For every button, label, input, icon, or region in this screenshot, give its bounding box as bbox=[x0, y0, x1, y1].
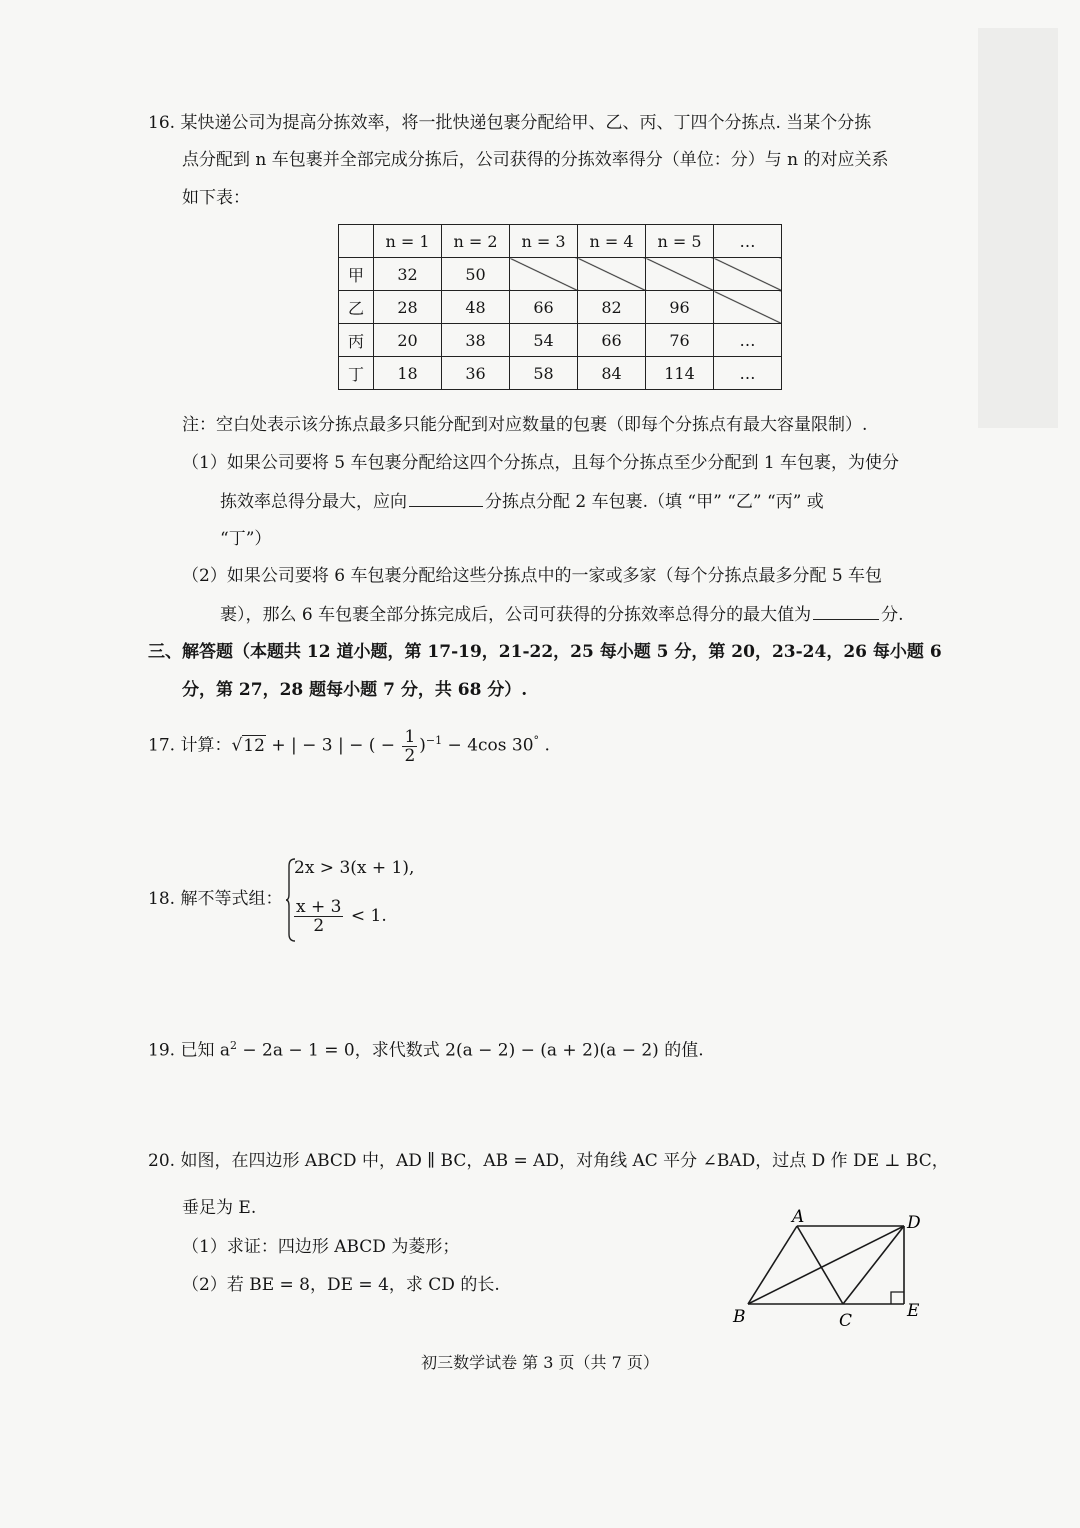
table-cell: 丁 bbox=[339, 357, 374, 390]
q19-sup: 2 bbox=[229, 1039, 237, 1052]
q20-part2: （2）若 BE = 8，DE = 4，求 CD 的长. bbox=[182, 1275, 500, 1295]
table-cell-empty bbox=[714, 291, 782, 324]
table-cell-empty bbox=[646, 258, 714, 291]
table-cell: 18 bbox=[374, 357, 442, 390]
q18-inequality2 bbox=[292, 896, 387, 936]
q17-expression: 17. 计算：√12 + | − 3 | − ( − $\frac{1}{2}$ )$^{-1}$ − 4cos 30° . bbox=[148, 726, 550, 766]
table-cell-empty bbox=[714, 258, 782, 291]
q17-sqrt-radicand: 12 bbox=[243, 735, 265, 756]
table-cell: 96 bbox=[646, 291, 714, 324]
q16-line1: 16. 某快递公司为提高分拣效率，将一批快递包裹分配给甲、乙、丙、丁四个分拣点. 当某个分拣 bbox=[148, 113, 872, 133]
q19-text bbox=[148, 1033, 704, 1064]
score-table bbox=[338, 224, 782, 390]
section3-heading-line2: 分，第 27，28 题每小题 7 分，共 68 分）. bbox=[182, 680, 528, 700]
table-cell: 114 bbox=[646, 357, 714, 390]
table-cell: 28 bbox=[374, 291, 442, 324]
q16-part2-line2 bbox=[220, 601, 904, 628]
q16-line2: 点分配到 n 车包裹并全部完成分拣后，公司获得的分拣效率得分（单位：分）与 n 的对应关系 bbox=[182, 150, 889, 170]
table-cell: 48 bbox=[442, 291, 510, 324]
table-cell: 丙 bbox=[339, 324, 374, 357]
table-cell: 66 bbox=[510, 291, 578, 324]
table-cell: 84 bbox=[578, 357, 646, 390]
q17-fraction bbox=[402, 728, 417, 765]
q19-text-a: 19. 已知 a bbox=[148, 1040, 230, 1061]
table-header-cell: n = 1 bbox=[374, 225, 442, 258]
table-cell-empty bbox=[510, 258, 578, 291]
table-cell: 甲 bbox=[339, 258, 374, 291]
table-row bbox=[339, 324, 782, 357]
q16-part1-line2 bbox=[220, 488, 824, 515]
q20-part1: （1）求证：四边形 ABCD 为菱形； bbox=[182, 1237, 460, 1257]
page-footer: 初三数学试卷 第 3 页（共 7 页） bbox=[421, 1353, 659, 1372]
q18-frac-num: x + 3 bbox=[296, 897, 342, 917]
table-row bbox=[339, 357, 782, 390]
q17-end: . bbox=[544, 735, 550, 756]
label-d: D bbox=[907, 1213, 921, 1233]
table-cell: 38 bbox=[442, 324, 510, 357]
q18-inequality1: 2x > 3(x + 1), bbox=[294, 858, 415, 878]
q16-part2-text-b: 分. bbox=[881, 605, 904, 625]
table-header-cell: n = 4 bbox=[578, 225, 646, 258]
q17-frac-den: 2 bbox=[404, 745, 416, 766]
q16-note: 注：空白处表示该分拣点最多只能分配到对应数量的包裹（即每个分拣点有最大容量限制）. bbox=[182, 415, 868, 435]
table-header-cell: … bbox=[714, 225, 782, 258]
q18-fraction bbox=[294, 898, 343, 935]
segment-ac bbox=[797, 1226, 843, 1304]
table-cell: 32 bbox=[374, 258, 442, 291]
q17-tail: − 4cos 30 bbox=[442, 735, 534, 756]
q20-line1: 20. 如图，在四边形 ABCD 中，AD ∥ BC，AB = AD，对角线 AC 平分 ∠BAD，过点 D 作 DE ⊥ BC， bbox=[148, 1151, 949, 1171]
table-cell: … bbox=[714, 357, 782, 390]
q16-line3: 如下表： bbox=[182, 188, 250, 208]
table-cell: 36 bbox=[442, 357, 510, 390]
table-header-cell bbox=[339, 225, 374, 258]
table-cell: 58 bbox=[510, 357, 578, 390]
label-b: B bbox=[733, 1307, 746, 1327]
q18-ineq2-tail: < 1. bbox=[350, 906, 387, 926]
section3-heading-line1: 三、解答题（本题共 12 道小题，第 17-19，21-22，25 每小题 5 分，第 20，23-24，26 每小题 6 bbox=[148, 642, 942, 662]
q16-part2-text-a: 裹），那么 6 车包裹全部分拣完成后，公司可获得的分拣效率总得分的最大值为 bbox=[220, 605, 812, 625]
q19-text-b: − 2a − 1 = 0，求代数式 2(a − 2) − (a + 2)(a − 2) 的值. bbox=[236, 1040, 704, 1061]
right-angle-mark bbox=[891, 1292, 904, 1304]
q20-line2: 垂足为 E. bbox=[182, 1198, 257, 1218]
segment-bd bbox=[748, 1226, 904, 1304]
table-cell: 乙 bbox=[339, 291, 374, 324]
q16-part1-line3: “丁”） bbox=[220, 529, 272, 549]
table-row bbox=[339, 258, 782, 291]
table-cell: 50 bbox=[442, 258, 510, 291]
q17-mid: + | − 3 | − ( − bbox=[265, 735, 401, 756]
table-cell: 76 bbox=[646, 324, 714, 357]
label-e: E bbox=[907, 1301, 920, 1321]
table-header-cell: n = 5 bbox=[646, 225, 714, 258]
q16-part1-line1: （1）如果公司要将 5 车包裹分配给这四个分拣点，且每个分拣点至少分配到 1 车包裹，为使分 bbox=[182, 453, 900, 473]
q17-frac-num: 1 bbox=[404, 726, 416, 747]
table-row bbox=[339, 291, 782, 324]
q16-part2-line1: （2）如果公司要将 6 车包裹分配给这些分拣点中的一家或多家（每个分拣点最多分配 5 车包 bbox=[182, 566, 883, 586]
q18-label: 18. 解不等式组： bbox=[148, 889, 283, 909]
label-a: A bbox=[792, 1207, 805, 1227]
q17-degree: ° bbox=[533, 734, 540, 747]
scan-shadow bbox=[978, 28, 1058, 428]
table-cell: 54 bbox=[510, 324, 578, 357]
q17-label: 17. 计算： bbox=[148, 735, 232, 756]
table-cell: 20 bbox=[374, 324, 442, 357]
q18-frac-den: 2 bbox=[313, 916, 325, 936]
answer-blank[interactable] bbox=[813, 601, 879, 620]
rhombus-figure bbox=[726, 1204, 936, 1334]
table-cell: 66 bbox=[578, 324, 646, 357]
table-cell: 82 bbox=[578, 291, 646, 324]
table-cell-empty bbox=[578, 258, 646, 291]
q16-part1-text-a: 拣效率总得分最大，应向 bbox=[220, 492, 407, 512]
label-c: C bbox=[839, 1311, 853, 1331]
table-cell: … bbox=[714, 324, 782, 357]
q16-part1-text-b: 分拣点分配 2 车包裹.（填 “甲” “乙” “丙” 或 bbox=[485, 492, 824, 512]
table-header-cell: n = 2 bbox=[442, 225, 510, 258]
q17-exponent: −1 bbox=[425, 734, 443, 747]
answer-blank[interactable] bbox=[409, 488, 483, 507]
table-header-row bbox=[339, 225, 782, 258]
table-header-cell: n = 3 bbox=[510, 225, 578, 258]
